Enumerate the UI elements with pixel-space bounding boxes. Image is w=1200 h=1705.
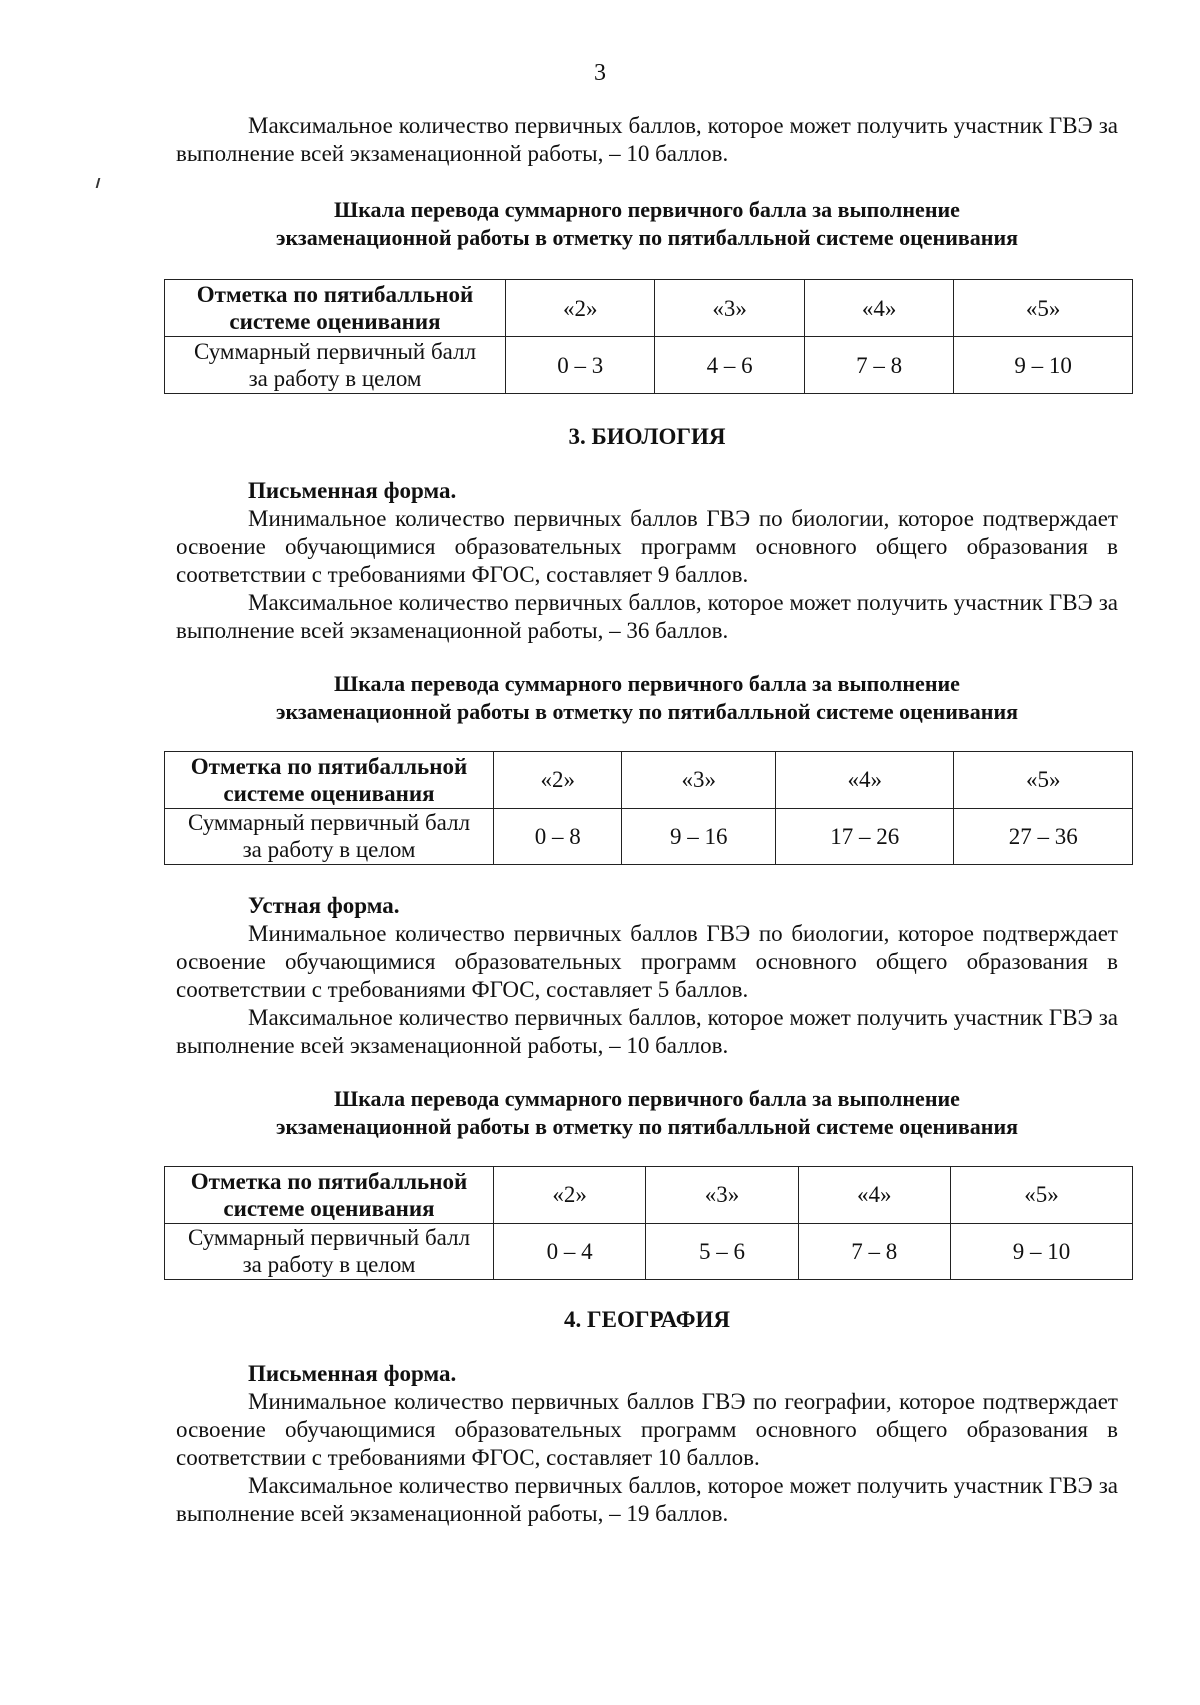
score-row-header: Суммарный первичный балл за работу в целом bbox=[165, 1223, 494, 1280]
range-cell: 0 – 8 bbox=[494, 808, 622, 865]
grade-cell: «3» bbox=[622, 752, 775, 809]
biology-written-min-paragraph: Минимальное количество первичных баллов ГВЭ по биологии, которое подтверждает освоение обучающимися образовательных программ основного общего образования в соответствии с требованиями ФГОС, составляет 9 баллов. bbox=[176, 506, 1118, 587]
section-title-biology: 3. БИОЛОГИЯ bbox=[568, 424, 726, 449]
grade-cell: «2» bbox=[506, 280, 655, 337]
grade-cell: «2» bbox=[494, 1167, 646, 1224]
mark-row-header: Отметка по пятибалльной системе оценивания bbox=[165, 280, 506, 337]
range-cell: 0 – 3 bbox=[506, 337, 655, 394]
range-cell: 7 – 8 bbox=[804, 337, 953, 394]
range-cell: 27 – 36 bbox=[954, 808, 1133, 865]
scale-title-3: Шкала перевода суммарного первичного балла за выполнение экзаменационной работы в отметку по пятибалльной системе оценивания bbox=[275, 1086, 1019, 1139]
grade-table-1 bbox=[164, 279, 1133, 394]
mark-row-header: Отметка по пятибалльной системе оценивания bbox=[165, 752, 494, 809]
scale-title-2: Шкала перевода суммарного первичного балла за выполнение экзаменационной работы в отметку по пятибалльной системе оценивания bbox=[275, 671, 1019, 724]
range-cell: 9 – 10 bbox=[950, 1223, 1132, 1280]
score-row-header: Суммарный первичный балл за работу в целом bbox=[165, 808, 494, 865]
biology-written-max-paragraph: Максимальное количество первичных баллов, которое может получить участник ГВЭ за выполнение всей экзаменационной работы, – 36 баллов. bbox=[176, 590, 1118, 643]
grade-table-2 bbox=[164, 751, 1133, 865]
form-label-written: Письменная форма. bbox=[248, 478, 457, 503]
mark-row-header: Отметка по пятибалльной системе оценивания bbox=[165, 1167, 494, 1224]
section-title-geography: 4. ГЕОГРАФИЯ bbox=[563, 1307, 731, 1332]
grade-cell: «4» bbox=[804, 280, 953, 337]
grade-table-3 bbox=[164, 1166, 1133, 1280]
form-label-written-geography: Письменная форма. bbox=[248, 1361, 457, 1386]
grade-cell: «2» bbox=[494, 752, 622, 809]
grade-cell: «4» bbox=[798, 1167, 950, 1224]
range-cell: 7 – 8 bbox=[798, 1223, 950, 1280]
page-number: 3 bbox=[594, 60, 606, 86]
form-label-oral: Устная форма. bbox=[248, 893, 400, 918]
range-cell: 0 – 4 bbox=[494, 1223, 646, 1280]
range-cell: 5 – 6 bbox=[646, 1223, 798, 1280]
grade-cell: «5» bbox=[950, 1167, 1132, 1224]
range-cell: 9 – 16 bbox=[622, 808, 775, 865]
geography-written-min-paragraph: Минимальное количество первичных баллов ГВЭ по географии, которое подтверждает освоение обучающимися образовательных программ основного общего образования в соответствии с требованиями ФГОС, составляет 10 баллов. bbox=[176, 1389, 1118, 1470]
range-cell: 9 – 10 bbox=[954, 337, 1133, 394]
score-row-header: Суммарный первичный балл за работу в целом bbox=[165, 337, 506, 394]
biology-oral-min-paragraph: Минимальное количество первичных баллов ГВЭ по биологии, которое подтверждает освоение обучающимися образовательных программ основного общего образования в соответствии с требованиями ФГОС, составляет 5 баллов. bbox=[176, 921, 1118, 1002]
range-cell: 4 – 6 bbox=[655, 337, 804, 394]
range-cell: 17 – 26 bbox=[775, 808, 954, 865]
grade-cell: «5» bbox=[954, 280, 1133, 337]
grade-cell: «5» bbox=[954, 752, 1133, 809]
grade-cell: «4» bbox=[775, 752, 954, 809]
grade-cell: «3» bbox=[655, 280, 804, 337]
scan-mark bbox=[96, 178, 101, 188]
geography-written-max-paragraph: Максимальное количество первичных баллов, которое может получить участник ГВЭ за выполнение всей экзаменационной работы, – 19 баллов. bbox=[176, 1473, 1118, 1526]
intro-max-paragraph: Максимальное количество первичных баллов, которое может получить участник ГВЭ за выполнение всей экзаменационной работы, – 10 баллов. bbox=[176, 113, 1118, 166]
biology-oral-max-paragraph: Максимальное количество первичных баллов, которое может получить участник ГВЭ за выполнение всей экзаменационной работы, – 10 баллов. bbox=[176, 1005, 1118, 1058]
grade-cell: «3» bbox=[646, 1167, 798, 1224]
scale-title-1: Шкала перевода суммарного первичного балла за выполнение экзаменационной работы в отметку по пятибалльной системе оценивания bbox=[275, 197, 1019, 250]
